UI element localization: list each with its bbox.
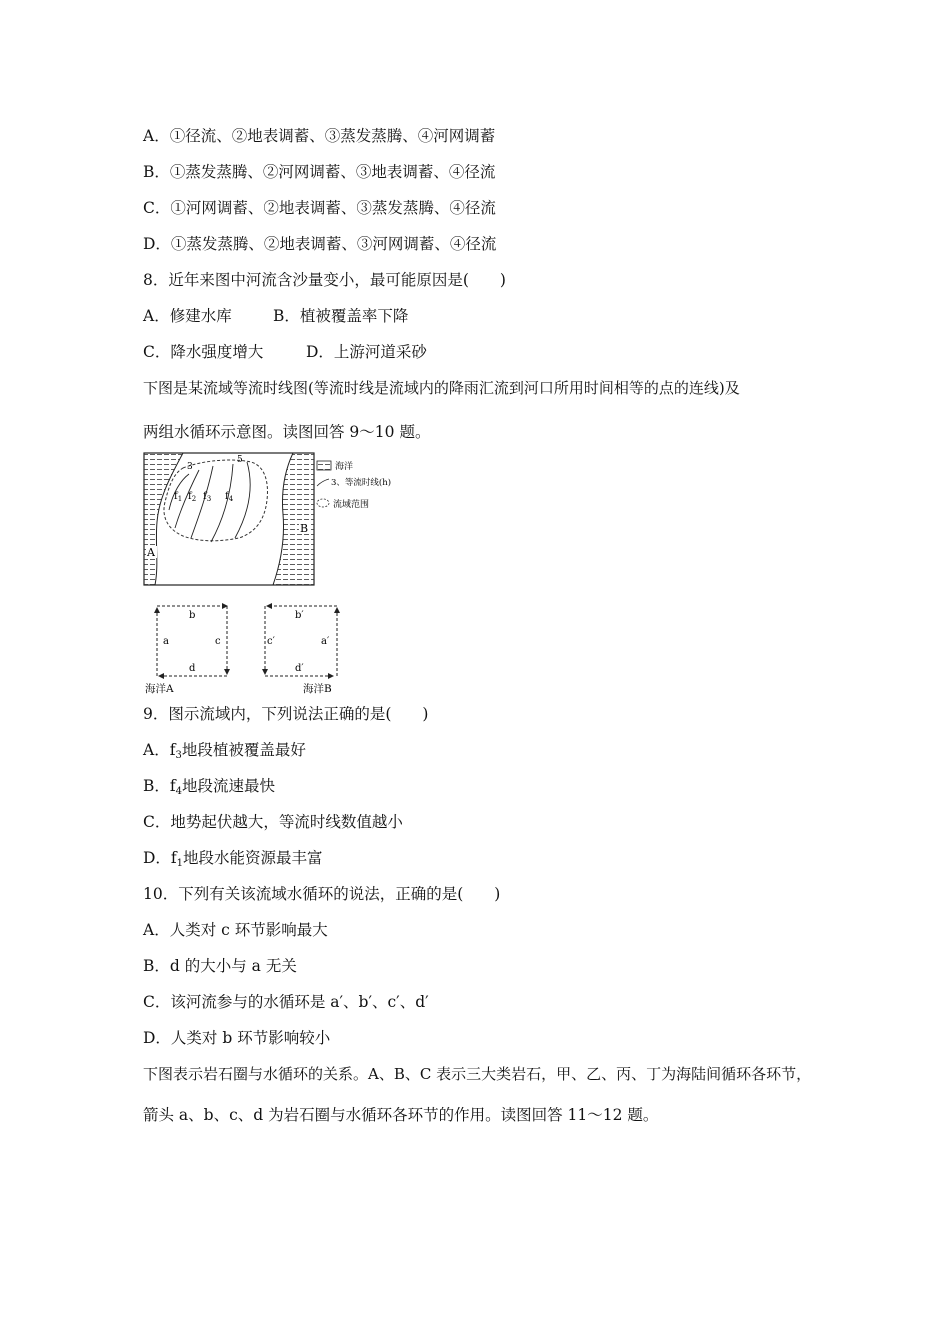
q9-stem: 9．图示流域内，下列说法正确的是( ): [143, 705, 429, 723]
q7-option-a: A．①径流、②地表调蓄、③蒸发蒸腾、④河网调蓄: [143, 127, 496, 145]
cycle-b-b: b′: [295, 610, 304, 621]
cycle-b-caption: 海洋B: [303, 683, 332, 695]
q9-option-d: D．$f_1$地段水能资源最丰富: [143, 849, 323, 869]
intro1-line2: 两组水循环示意图。读图回答 9～10 题。: [143, 423, 431, 441]
cycle-b-a: a′: [321, 636, 330, 647]
q9-option-b: B．$f_4$地段流速最快: [143, 777, 276, 797]
q10-option-d: D．人类对 b 环节影响较小: [143, 1029, 331, 1047]
legend-basin-icon: [317, 499, 329, 507]
legend-isochrone-icon: [317, 479, 329, 486]
f3-label: $f_3$: [203, 491, 212, 503]
ocean-a-area: [144, 453, 183, 585]
q7-option-b: B．①蒸发蒸腾、②河网调蓄、③地表调蓄、④径流: [143, 163, 496, 181]
q10-option-a: A．人类对 c 环节影响最大: [143, 921, 328, 939]
cycle-a-c: c: [215, 636, 221, 647]
ocean-a-label: A: [147, 546, 155, 559]
legend-isochrone: 3、等流时线(h): [331, 478, 392, 488]
water-cycle-a: [143, 598, 243, 698]
cycle-a-a: a: [163, 636, 169, 647]
cycle-a-caption: 海洋A: [145, 683, 174, 695]
q10-option-b: B．d 的大小与 a 无关: [143, 957, 297, 975]
cycle-a-b: b: [189, 610, 196, 621]
q9-option-c: C．地势起伏越大，等流时线数值越小: [143, 813, 403, 831]
f1-label: $f_1$: [174, 491, 183, 503]
cycle-b-c: c′: [267, 636, 275, 647]
basin-isochrone-figure: [143, 452, 393, 588]
intro2-line1: 下图表示岩石圈与水循环的关系。A、B、C 表示三大类岩石，甲、乙、丙、丁为海陆间循环各环节，: [143, 1065, 812, 1083]
q7-option-d: D．①蒸发蒸腾、②地表调蓄、③河网调蓄、④径流: [143, 235, 497, 253]
q8-option-b: B．植被覆盖率下降: [273, 307, 409, 325]
f2-label: $f_2$: [188, 491, 197, 503]
q8-option-a: A．修建水库: [143, 307, 232, 325]
q10-stem: 10．下列有关该流域水循环的说法，正确的是( ): [143, 885, 501, 903]
f4-label: $f_4$: [225, 491, 234, 503]
iso-label-5: 5: [237, 455, 243, 465]
legend-ocean-swatch: [317, 461, 331, 470]
iso-label-3: 3: [187, 462, 193, 472]
q8-stem: 8．近年来图中河流含沙量变小，最可能原因是( ): [143, 271, 506, 289]
q8-option-d: D．上游河道采砂: [306, 343, 427, 361]
intro2-line2: 箭头 a、b、c、d 为岩石圈与水循环各环节的作用。读图回答 11～12 题。: [143, 1106, 659, 1124]
water-cycle-b: [257, 598, 357, 698]
cycle-a-d: d: [189, 663, 196, 674]
q9-option-a: A．$f_3$地段植被覆盖最好: [143, 741, 306, 761]
cycle-b-d: d′: [295, 663, 304, 674]
legend-basin: 流域范围: [333, 500, 370, 510]
ocean-b-label: B: [300, 522, 309, 535]
legend-ocean: 海洋: [335, 462, 354, 472]
q10-option-c: C．该河流参与的水循环是 a′、b′、c′、d′: [143, 993, 429, 1011]
q7-option-c: C．①河网调蓄、②地表调蓄、③蒸发蒸腾、④径流: [143, 199, 496, 217]
q8-option-c: C．降水强度增大: [143, 343, 264, 361]
intro1-line1: 下图是某流域等流时线图(等流时线是流域内的降雨汇流到河口所用时间相等的点的连线)及: [143, 379, 740, 397]
